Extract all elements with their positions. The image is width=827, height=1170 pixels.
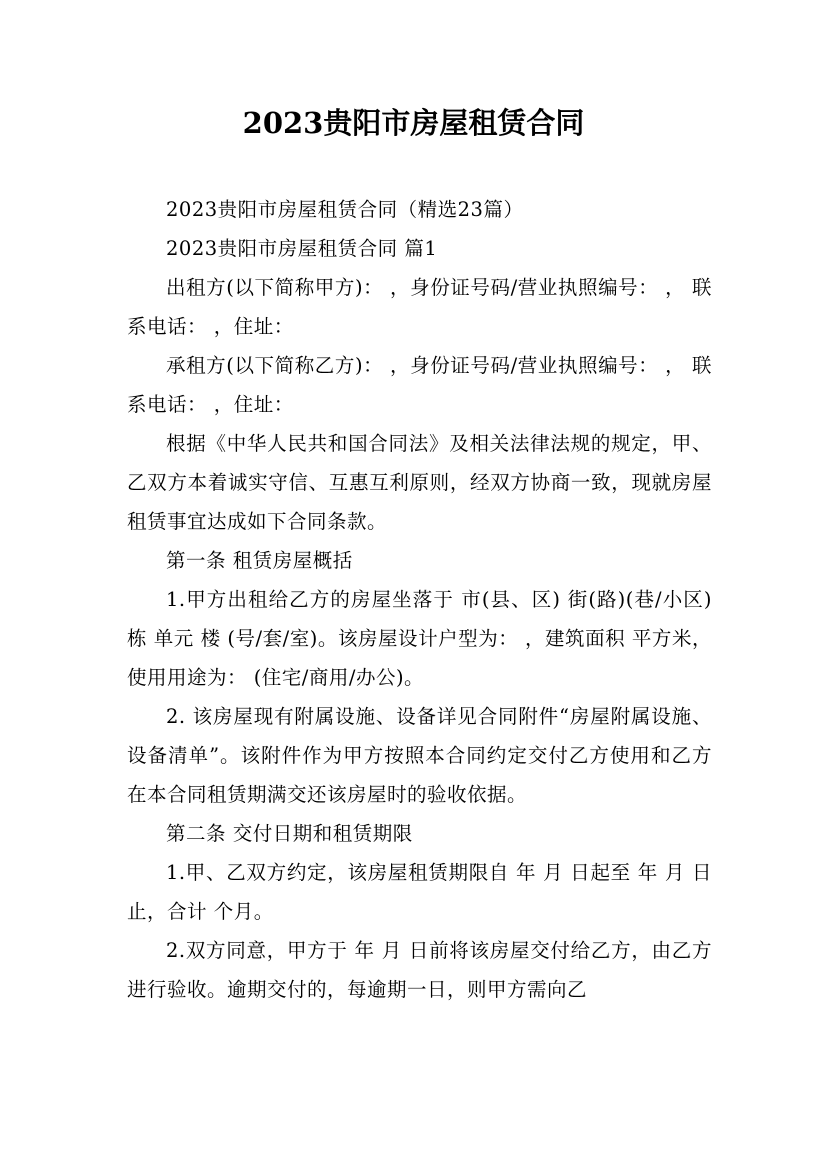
paragraph-clause: 1.甲方出租给乙方的房屋坐落于 市(县、区) 街(路)(巷/小区) 栋 单元 楼 (号/套/室)。该房屋设计户型为： ，建筑面积 平方米，使用用途为： (住宅/商用/办公)。	[127, 588, 712, 689]
paragraph-clause: 2.双方同意，甲方于 年 月 日前将该房屋交付给乙方，由乙方进行验收。逾期交付的，每逾期一日，则甲方需向乙	[127, 939, 712, 1001]
paragraph-lessor: 出租方(以下简称甲方)： ，身份证号码/营业执照编号： ， 联系电话： ，住址：	[127, 276, 712, 338]
document-title: 2023贵阳市房屋租赁合同	[242, 106, 585, 140]
article-heading: 第二条 交付日期和租赁期限	[166, 822, 413, 845]
paragraph-clause: 2. 该房屋现有附属设施、设备详见合同附件“房屋附属设施、设备清单”。该附件作为甲方按照本合同约定交付乙方使用和乙方在本合同租赁期满交还该房屋时的验收依据。	[127, 705, 712, 806]
paragraph-preamble: 根据《中华人民共和国合同法》及相关法律法规的规定，甲、乙双方本着诚实守信、互惠互利原则，经双方协商一致，现就房屋租赁事宜达成如下合同条款。	[127, 432, 712, 533]
article-heading: 第一条 租赁房屋概括	[166, 549, 353, 572]
paragraph-section-heading: 2023贵阳市房屋租赁合同 篇1	[166, 237, 438, 260]
paragraph-subtitle: 2023贵阳市房屋租赁合同（精选23篇）	[166, 198, 524, 221]
document-body	[127, 190, 712, 1009]
paragraph-lessee: 承租方(以下简称乙方)： ，身份证号码/营业执照编号： ， 联系电话： ，住址：	[127, 354, 712, 416]
paragraph-clause: 1.甲、乙双方约定，该房屋租赁期限自 年 月 日起至 年 月 日止，合计 个月。	[127, 861, 712, 923]
